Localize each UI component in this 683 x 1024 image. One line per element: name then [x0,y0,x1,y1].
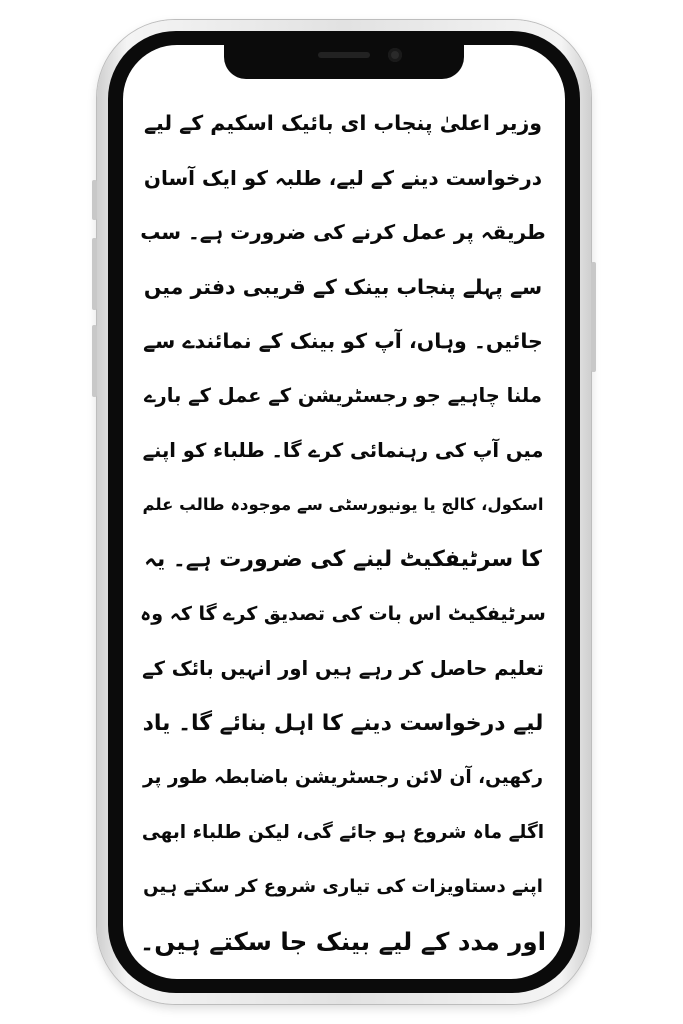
article-line: اگلے ماہ شروع ہو جائے گی، لیکن طلباء ابھی [141,821,545,843]
speaker-grille [318,52,370,58]
power-button [591,262,596,372]
article-line: سرٹیفکیٹ اس بات کی تصدیق کرے گا کہ وہ [140,603,546,626]
article-line: سے پہلے پنجاب بینک کے قریبی دفتر میں [143,274,543,299]
article-line: اسکول، کالج یا یونیورسٹی سے موجودہ طالب علم [142,495,544,515]
volume-up-button [92,238,97,310]
article-line: میں آپ کی رہنمائی کرے گا۔ طلباء کو اپنے [142,438,544,462]
front-camera-icon [388,48,402,62]
article-line: کا سرٹیفکیٹ لینے کی ضرورت ہے۔ یہ [144,546,542,572]
volume-down-button [92,325,97,397]
notch [224,43,464,79]
article-line: لیے درخواست دینے کا اہل بنائے گا۔ یاد [142,710,544,736]
article-line: تعلیم حاصل کر رہے ہیں اور انہیں بائک کے [142,656,544,680]
article-line: طریقہ پر عمل کرنے کی ضرورت ہے۔ سب [140,220,546,245]
article-line: اپنے دستاویزات کی تیاری شروع کر سکتے ہیں [143,876,543,898]
article-line: ملنا چاہیے جو رجسٹریشن کے عمل کے بارے [144,383,542,407]
article-text [140,96,546,976]
mute-switch [92,180,97,220]
article-line: جائیں۔ وہاں، آپ کو بینک کے نمائندے سے [143,329,543,354]
article-line: رکھیں، آن لائن رجسٹریشن باضابطہ طور پر [143,767,543,789]
article-line: درخواست دینے کے لیے، طلبہ کو ایک آسان [143,165,543,190]
article-line: اور مدد کے لیے بینک جا سکتے ہیں۔ [139,926,546,956]
article-line: وزیر اعلیٰ پنجاب ای بائیک اسکیم کے لیے [143,111,543,135]
